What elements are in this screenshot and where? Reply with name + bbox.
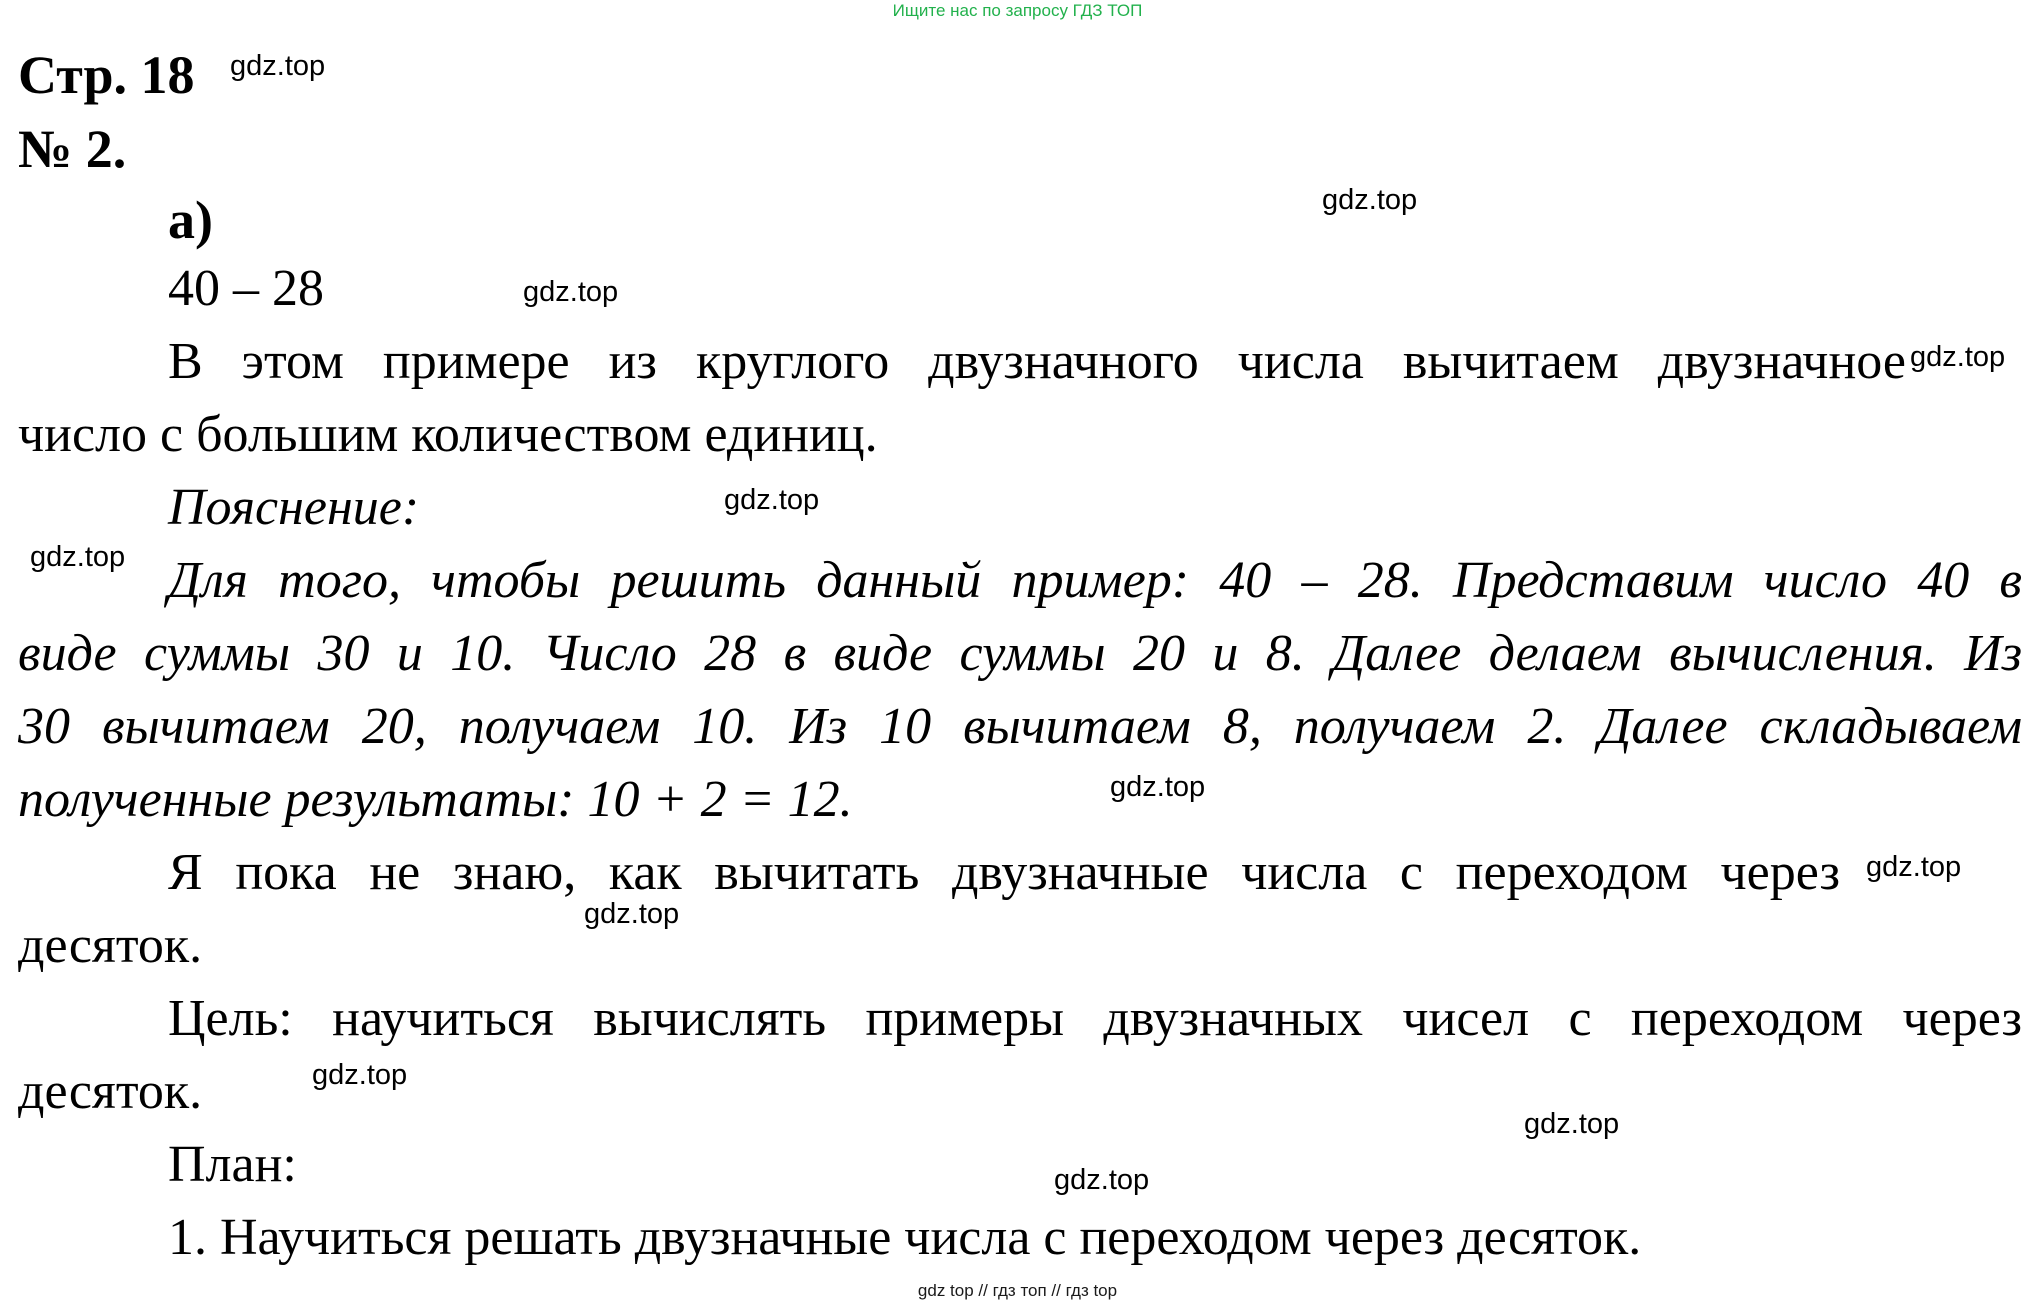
top-search-note: Ищите нас по запросу ГДЗ ТОП <box>892 1 1143 20</box>
explanation-line3: 30 вычитаем 20, получаем 10. Из 10 вычитаем 8, получаем 2. Далее складываем <box>18 698 2022 755</box>
paragraph2-line2: десяток. <box>18 917 203 974</box>
paragraph1-line2: число с большим количеством единиц. <box>18 406 878 463</box>
watermark: gdz.top <box>724 484 820 516</box>
goal-line2: десяток. <box>18 1063 203 1120</box>
task-number-heading: № 2. <box>18 119 127 179</box>
plan-title: План: <box>168 1136 297 1193</box>
watermark: gdz.top <box>584 898 680 930</box>
watermark: gdz.top <box>230 50 326 82</box>
watermark: gdz.top <box>1866 851 1962 883</box>
paragraph2-line1: Я пока не знаю, как вычитать двузначные числа с переходом через <box>168 844 1840 901</box>
watermark: gdz.top <box>1110 771 1206 803</box>
watermark: gdz.top <box>1054 1164 1150 1196</box>
bottom-watermark-note: gdz top // гдз топ // гдз top <box>917 1281 1118 1300</box>
watermark: gdz.top <box>1524 1108 1620 1140</box>
paragraph1-line1: В этом примере из круглого двузначного числа вычитаем двузначное <box>168 333 1906 390</box>
watermark: gdz.top <box>1322 184 1418 216</box>
expression: 40 – 28 <box>168 260 324 317</box>
page-number-heading: Стр. 18 <box>18 45 195 105</box>
plan-item-1: 1. Научиться решать двузначные числа с переходом через десяток. <box>168 1209 1642 1266</box>
explanation-line4: полученные результаты: 10 + 2 = 12. <box>18 771 853 828</box>
explanation-line2: виде суммы 30 и 10. Число 28 в виде суммы 20 и 8. Далее делаем вычисления. Из <box>18 625 2022 682</box>
explanation-line1: Для того, чтобы решить данный пример: 40 – 28. Представим число 40 в <box>168 552 2022 609</box>
watermark: gdz.top <box>312 1059 408 1091</box>
watermark: gdz.top <box>1910 341 2006 373</box>
watermark: gdz.top <box>30 541 126 573</box>
goal-line1: Цель: научиться вычислять примеры двузначных чисел с переходом через <box>168 990 2022 1047</box>
watermark: gdz.top <box>523 276 619 308</box>
explanation-title: Пояснение: <box>168 479 420 536</box>
part-label: а) <box>168 190 213 250</box>
